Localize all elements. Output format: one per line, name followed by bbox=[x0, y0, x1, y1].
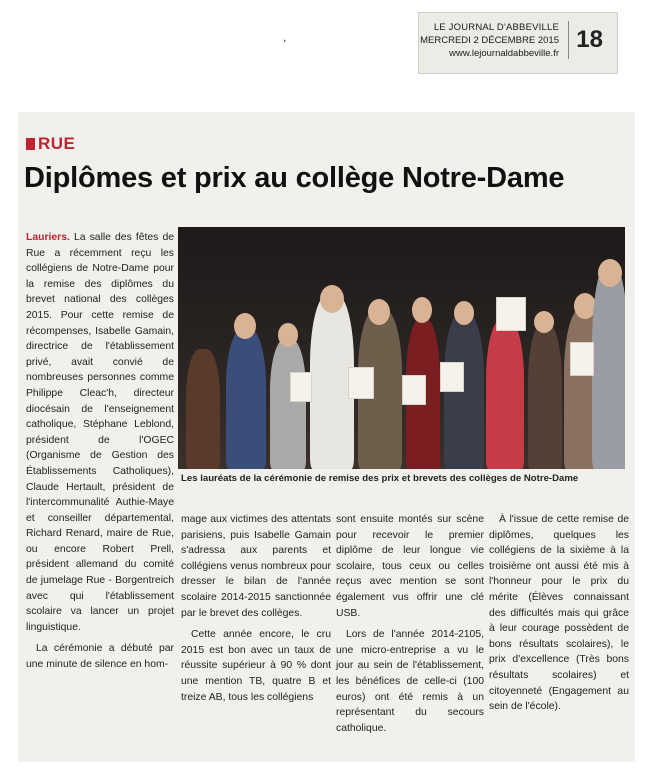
paragraph-text: La salle des fêtes de Rue a récemment reçu les collégiens de Notre-Dame pour la remise des diplômes du brevet national des collèges 2015. Pour cette remise de récompenses, Isabelle Gamain, directrice de l'établissement privé, avait convié de nombreuses personnes comme Philippe Cleac'h, directeur diocésain de l'enseignement catholique, Stéphane Leblond, président de l'OGEC (Organisme de Gestion des Établissements Catholiques), Claude Hertault, président de l'intercommunalité Authie-Maye et conseiller départemental, Richard Renard, maire de Rue, ou encore Robert Prell, président allemand du comité de jumelage Rue - Borgentreich avec qui l'établissement scolaire va lancer un projet linguistique. bbox=[26, 232, 174, 633]
section-label: RUE bbox=[38, 134, 76, 153]
publication-date: MERCREDI 2 DÉCEMBRE 2015 bbox=[420, 35, 559, 46]
article-photo bbox=[178, 227, 625, 469]
lead-word: Lauriers. bbox=[26, 232, 70, 243]
article-column-3 bbox=[336, 512, 484, 742]
article-headline: Diplômes et prix au collège Notre-Dame bbox=[24, 162, 565, 194]
article-clipping bbox=[18, 112, 635, 762]
newspaper-masthead bbox=[418, 12, 618, 74]
section-kicker bbox=[26, 134, 75, 154]
section-marker bbox=[26, 138, 35, 150]
publication-url: www.lejournaldabbeville.fr bbox=[449, 48, 559, 59]
article-paragraph: À l'issue de cette remise de diplômes, quelques les collégiens de la sixième à la troisième ont aussi été mis à l'honneur pour le prix du mérite (Élèves connaissant des difficultés mais qui grâce à leur courage possèdent de bons résultats scolaires), le prix d'excellence (Très bons résultats scolaires) et citoyenneté (Engagement au sein de l'école). bbox=[489, 514, 629, 713]
publication-name: LE JOURNAL D'ABBEVILLE bbox=[433, 22, 559, 33]
page-number: 18 bbox=[576, 26, 603, 53]
article-column-1 bbox=[26, 230, 174, 679]
article-paragraph: Cette année encore, le cru 2015 est bon avec un taux de réussite supérieur à 90 % dont une mention TB, quatre B et treize AB, tous les collégiens bbox=[181, 629, 331, 703]
article-paragraph: mage aux victimes des attentats parisiens, puis Isabelle Gamain s'adressa aux parents et collégiens venus nombreux pour dresser le bilan de l'année scolaire 2014-2015 sanctionnée par le brevet des collèges. bbox=[181, 514, 331, 619]
article-paragraph: La cérémonie a débuté par une minute de silence en hom- bbox=[26, 643, 174, 671]
bleed-through-text bbox=[128, 112, 628, 152]
article-paragraph: Lors de l'année 2014-2105, une micro-entreprise a vu le jour au sein de l'établissement, les bénéfices de celle-ci (100 euros) ont été remis à un représentant du secours catholique. bbox=[336, 629, 484, 734]
article-column-2 bbox=[181, 512, 331, 711]
article-paragraph bbox=[26, 230, 174, 635]
article-column-4 bbox=[489, 512, 629, 721]
article-paragraph: sont ensuite montés sur scène pour recevoir le premier diplôme de leur longue vie scolaire, tous ceux ou celles reçus avec mention se sont également vus offrir une clé USB. bbox=[336, 514, 484, 619]
photo-caption: Les lauréats de la cérémonie de remise des prix et brevets des collèges de Notre-Dame bbox=[181, 473, 579, 484]
scan-speck: , bbox=[283, 30, 287, 44]
masthead-divider bbox=[568, 21, 569, 59]
